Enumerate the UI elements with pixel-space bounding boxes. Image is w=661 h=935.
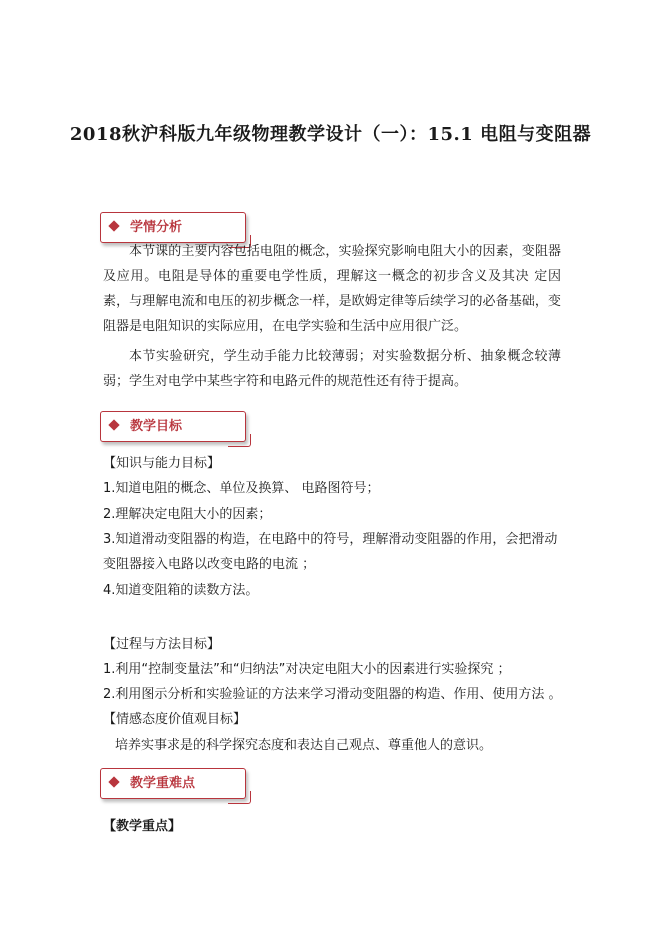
- section-heading-goals: [100, 411, 246, 442]
- emotion-goals-title: 【情感态度价值观目标】: [103, 712, 247, 727]
- analysis-paragraph-1: 本节课的主要内容包括电阻的概念，实验探究影响电阻大小的因素，变阻器及应用。电阻是导体的重要电学性质，理解这一概念的初步含义及其决 定因素，与理解电流和电压的初步概念一样，是欧姆定律等后续学习的必备基础，变阻器是电阻知识的实际应用，在电学实验和生活中应用很广泛。: [103, 244, 561, 334]
- diamond-bullet-icon: [108, 419, 119, 430]
- emotion-goals-text: 培养实事求是的科学探究态度和表达自己观点、尊重他人的意识。: [115, 738, 493, 753]
- list-item: 2.利用图示分析和实验验证的方法来学习滑动变阻器的构造、作用、使用方法 。: [103, 687, 562, 702]
- section-heading-difficulty: [100, 768, 246, 799]
- list-item: 1.利用“控制变量法”和“归纳法”对决定电阻大小的因素进行实验探究 ；: [103, 662, 511, 677]
- analysis-paragraph-2: 本节实验研究，学生动手能力比较薄弱；对实验数据分析、抽象概念较薄弱；学生对电学中某些字符和电路元件的规范性还有待于提高。: [103, 349, 561, 389]
- process-goals-title: 【过程与方法目标】: [103, 637, 221, 652]
- list-item: 4.知道变阻箱的读数方法。: [103, 583, 259, 598]
- section-heading-label: 学情分析: [130, 220, 183, 235]
- diamond-bullet-icon: [108, 776, 119, 787]
- key-points-title: 【教学重点】: [103, 819, 182, 834]
- list-item: 2.理解决定电阻大小的因素；: [103, 507, 272, 522]
- diamond-bullet-icon: [108, 220, 119, 231]
- section-heading-label: 教学重难点: [130, 776, 196, 791]
- list-item: 1.知道电阻的概念、单位及换算、 电路图符号；: [103, 481, 380, 496]
- section-heading-label: 教学目标: [130, 419, 183, 434]
- list-item: 3.知道滑动变阻器的构造，在电路中的符号，理解滑动变阻器的作用，会把滑动变阻器接入电路以改变电路的电流 ；: [103, 532, 558, 572]
- page-title: 2018秋沪科版九年级物理教学设计（一）：15.1 电阻与变阻器: [69, 124, 592, 145]
- knowledge-goals-title: 【知识与能力目标】: [103, 456, 221, 471]
